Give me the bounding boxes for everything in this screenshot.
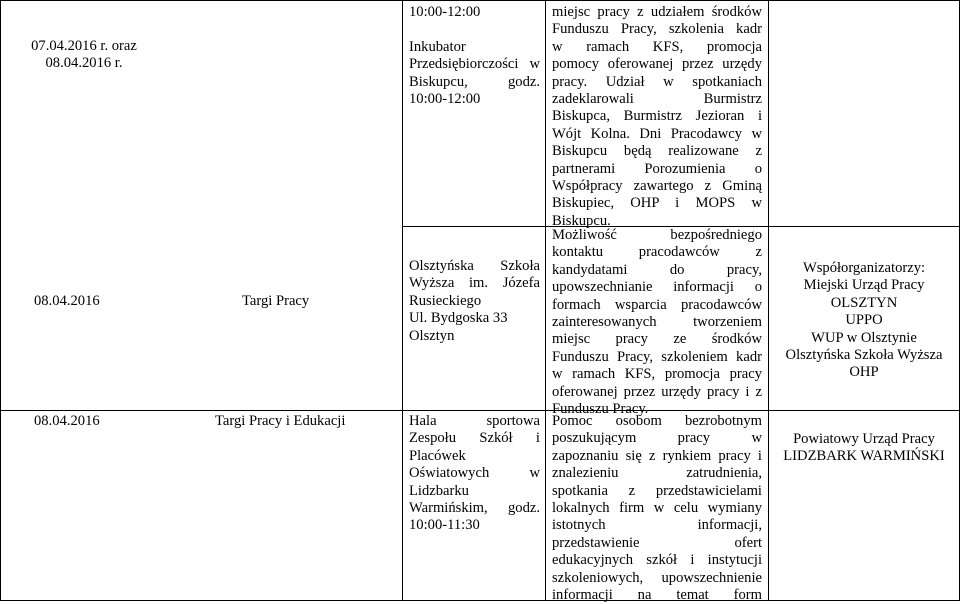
place-line: Ul. Bydgoska 33 [409, 310, 508, 327]
description-line: Funduszu Pracy, szkolenia kadr [552, 21, 762, 38]
description-line: w ramach KFS, promocja [552, 38, 762, 55]
table-border-top [0, 0, 960, 1]
organizer-line: Olsztyńska Szkoła Wyższa [785, 347, 943, 364]
place-line: Placówek [409, 447, 466, 464]
description-line: zadeklarowali Burmistrz [552, 91, 762, 108]
organizer-line: LIDZBARK WARMIŃSKI [783, 448, 945, 465]
description-line: miejsc pracy ze środków [552, 331, 762, 348]
row-divider-1-place [402, 226, 545, 227]
description-line: upowszechnianie informacji o [552, 279, 762, 296]
description-line: informacji na temat form [552, 587, 762, 604]
place-line: Wyższa im. Józefa [409, 275, 540, 292]
description-line: poszukującym pracy w [552, 430, 762, 447]
row3-event: Targi Pracy i Edukacji [215, 413, 346, 429]
place-line: Biskupcu, godz. [409, 73, 540, 90]
description-line: miejsc pracy z udziałem środków [552, 4, 762, 20]
row1-place [409, 4, 540, 108]
place-line: Inkubator [409, 38, 466, 55]
description-line: spotkania z przedstawicielami [552, 482, 762, 499]
place-line: 10:00-12:00 [409, 91, 481, 108]
place-line: Warmińskim, godz. [409, 500, 540, 517]
place-line [409, 21, 540, 38]
place-line: Olsztyńska Szkoła [409, 258, 540, 274]
description-line: Biskupiec, OHP i MOPS w [552, 195, 762, 212]
organizer-line: OHP [849, 364, 879, 381]
description-line: Biskupcu będą realizowane z [552, 143, 762, 160]
row2-place [409, 258, 540, 345]
place-line: 10:00-11:30 [409, 517, 480, 534]
place-line: Zespołu Szkół i [409, 430, 540, 447]
place-line: Oświatowych w [409, 465, 540, 482]
place-line: Rusieckiego [409, 292, 482, 309]
description-line: kandydatami do pracy, [552, 261, 762, 278]
time-line: 10:00-12:00 [409, 4, 481, 20]
description-line: pomocy oferowanej przez urzędy [552, 56, 762, 73]
description-line: formach wsparcia pracodawców [552, 296, 762, 313]
description-line: pracy. Udział w spotkaniach [552, 73, 762, 90]
description-line: zapoznaniu się z rynkiem pracy i [552, 447, 762, 464]
row2-date: 08.04.2016 [34, 293, 100, 309]
table-border-left [0, 0, 1, 601]
description-line: oferowanej przez urzędy pracy i z [552, 383, 762, 400]
description-line: Biskupca, Burmistrz Jezioran i [552, 108, 762, 125]
description-line: szkoleniowych, upowszechnienie [552, 569, 762, 586]
place-line: Przedsiębiorczości w [409, 56, 540, 73]
description-line: Wójt Kolna. Dni Pracodawcy w [552, 125, 762, 142]
description-line: Możliwość bezpośredniego [552, 227, 762, 243]
organizer-line: Miejski Urząd Pracy [803, 277, 925, 294]
description-line: znalezieniu zatrudnienia, [552, 465, 762, 482]
row3-date: 08.04.2016 [34, 413, 100, 429]
description-line: edukacyjnych szkół i instytucji [552, 552, 762, 569]
description-line: istotnych informacji, [552, 517, 762, 534]
place-line: Olsztyn [409, 327, 455, 344]
description-line: Pomoc osobom bezrobotnym [552, 413, 762, 429]
row2-description [552, 227, 762, 418]
description-line: Biskupcu. [552, 212, 611, 229]
description-line: Funduszu Pracy. [552, 401, 649, 418]
description-line: partnerami Porozumienia o [552, 160, 762, 177]
description-line: lokalnych firm w celu wymiany [552, 500, 762, 517]
row3-organizers [772, 431, 956, 466]
description-line: przedstawienie ofert [552, 534, 762, 551]
organizer-line: Współorganizatorzy: [802, 260, 926, 276]
row-divider-2 [0, 410, 960, 411]
date-line: 08.04.2016 r. [45, 55, 123, 72]
organizer-line: UPPO [845, 312, 883, 329]
description-line: Współpracy zawartego z Gminą [552, 178, 762, 195]
column-divider-organizers [768, 0, 769, 601]
organizer-line: WUP w Olsztynie [811, 329, 917, 346]
row2-event: Targi Pracy [242, 293, 310, 309]
description-line: w ramach KFS, promocja pracy [552, 366, 762, 383]
organizer-line: OLSZTYN [830, 294, 898, 311]
organizer-line: Powiatowy Urząd Pracy [793, 431, 935, 447]
description-line: Funduszu Pracy, szkoleniem kadr [552, 348, 762, 365]
row1-date [20, 38, 148, 73]
column-divider-description [545, 0, 546, 601]
place-line: Hala sportowa [409, 413, 540, 429]
column-divider-place [402, 0, 403, 601]
row2-organizers [772, 260, 956, 382]
description-line: kontaktu pracodawców z [552, 244, 762, 261]
date-line: 07.04.2016 r. oraz [31, 38, 137, 54]
row1-description [552, 4, 762, 230]
row3-description [552, 413, 762, 604]
description-line: zainteresowanych tworzeniem [552, 314, 762, 331]
row3-place [409, 413, 540, 535]
place-line: Lidzbarku [409, 482, 469, 499]
